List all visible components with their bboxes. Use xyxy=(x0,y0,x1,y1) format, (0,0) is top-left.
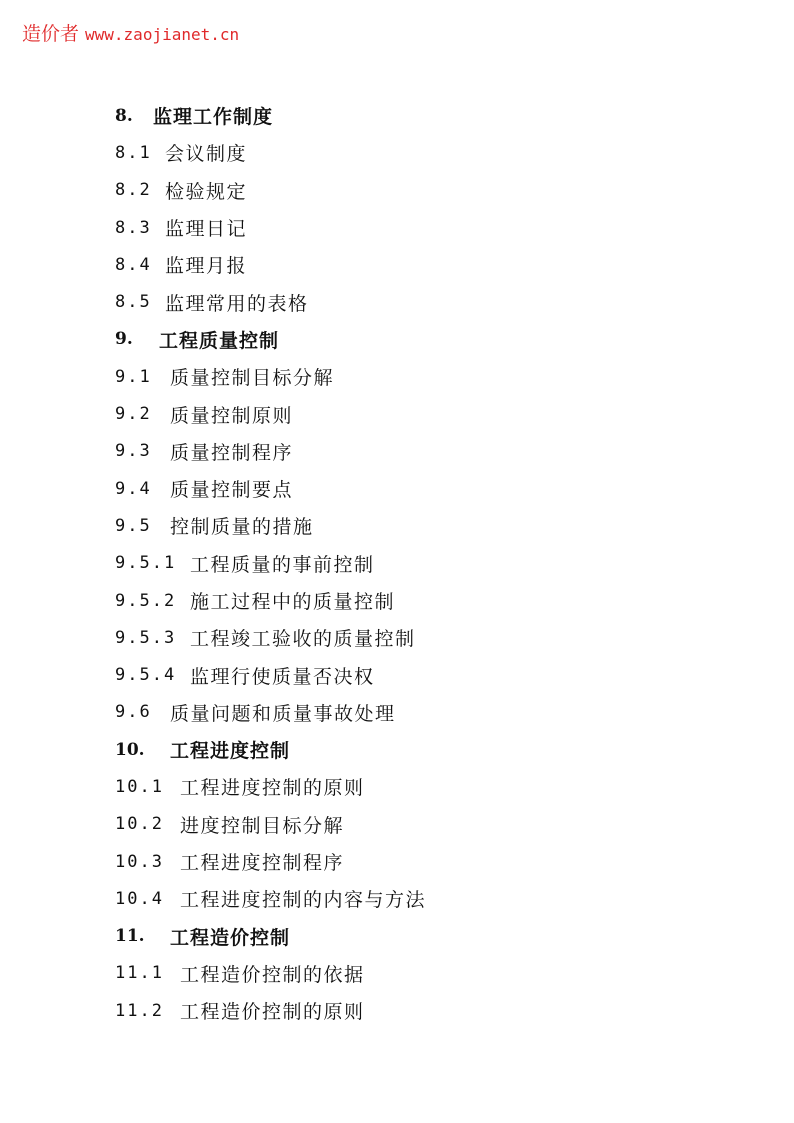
toc-title: 监理日记 xyxy=(165,218,248,241)
toc-title: 质量控制目标分解 xyxy=(170,367,335,390)
toc-number: 9.6 xyxy=(115,702,152,723)
toc-number: 10. xyxy=(115,739,145,760)
toc-title: 控制质量的措施 xyxy=(170,516,314,539)
toc-title: 质量控制要点 xyxy=(170,479,294,502)
toc-item xyxy=(115,358,755,395)
toc-number: 8.1 xyxy=(115,142,152,163)
toc-number: 9.5.1 xyxy=(115,553,177,574)
toc-title: 质量控制原则 xyxy=(170,404,294,427)
toc-item xyxy=(115,694,755,731)
toc-number: 9.4 xyxy=(115,478,152,499)
toc-item xyxy=(115,843,755,880)
toc-number: 9.5.4 xyxy=(115,665,177,686)
toc-title: 监理工作制度 xyxy=(153,106,274,129)
toc-title: 施工过程中的质量控制 xyxy=(190,591,396,613)
toc-item xyxy=(115,395,755,432)
toc-title: 工程造价控制的依据 xyxy=(180,963,365,986)
toc-title: 工程质量控制 xyxy=(159,329,280,352)
toc-title: 监理月报 xyxy=(165,255,248,278)
toc-item xyxy=(115,470,755,507)
toc-item xyxy=(115,507,755,544)
toc-title: 工程质量的事前控制 xyxy=(190,553,375,576)
toc-number: 8.3 xyxy=(115,217,152,238)
toc-title: 工程进度控制 xyxy=(170,740,291,763)
toc-item xyxy=(115,955,755,992)
toc-number: 9. xyxy=(115,329,133,350)
toc-subitem xyxy=(115,619,755,656)
toc-number: 11.1 xyxy=(115,963,164,984)
toc-title: 监理行使质量否决权 xyxy=(190,665,375,688)
toc-title: 工程造价控制 xyxy=(170,926,291,949)
toc-item xyxy=(115,992,755,1029)
toc-number: 8.5 xyxy=(115,292,152,313)
toc-number: 8.4 xyxy=(115,254,152,275)
toc-item xyxy=(115,172,755,209)
watermark-brand: 造价者 xyxy=(22,23,80,45)
toc-title: 工程进度控制的内容与方法 xyxy=(180,889,427,912)
toc-number: 10.3 xyxy=(115,851,164,872)
toc-title: 进度控制目标分解 xyxy=(180,814,345,837)
toc-item xyxy=(115,768,755,805)
toc-title: 检验规定 xyxy=(165,180,248,203)
toc-section-10 xyxy=(115,731,755,768)
toc-title: 会议制度 xyxy=(165,143,248,166)
toc-item xyxy=(115,209,755,246)
toc-title: 工程进度控制的原则 xyxy=(180,777,365,800)
toc-number: 11. xyxy=(115,926,145,947)
toc-number: 9.5.2 xyxy=(115,590,177,611)
toc-section-9 xyxy=(115,321,755,358)
toc-number: 11.2 xyxy=(115,1000,164,1021)
toc-section-8 xyxy=(115,97,755,134)
watermark xyxy=(22,22,239,47)
toc-number: 9.5.3 xyxy=(115,627,177,648)
watermark-url: www.zaojianet.cn xyxy=(85,25,240,44)
toc-title: 工程造价控制的原则 xyxy=(180,1001,365,1024)
toc-title: 工程进度控制程序 xyxy=(180,852,345,875)
toc-number: 10.2 xyxy=(115,814,164,835)
toc-section-11 xyxy=(115,918,755,955)
toc-number: 9.3 xyxy=(115,441,152,462)
toc-item xyxy=(115,880,755,917)
toc-number: 9.1 xyxy=(115,366,152,387)
toc-subitem xyxy=(115,656,755,693)
toc-item xyxy=(115,246,755,283)
toc-title: 质量问题和质量事故处理 xyxy=(170,702,396,725)
toc-title: 质量控制程序 xyxy=(170,441,294,464)
toc-item xyxy=(115,134,755,171)
toc-number: 10.1 xyxy=(115,776,164,797)
toc-item xyxy=(115,433,755,470)
toc-subitem xyxy=(115,582,755,619)
toc-item xyxy=(115,283,755,320)
toc-number: 8.2 xyxy=(115,180,152,201)
toc-title: 监理常用的表格 xyxy=(165,292,309,315)
toc-number: 10.4 xyxy=(115,888,164,909)
toc-number: 9.5 xyxy=(115,515,152,536)
table-of-contents xyxy=(115,97,755,1029)
toc-title: 工程竣工验收的质量控制 xyxy=(190,628,416,651)
toc-number: 9.2 xyxy=(115,404,152,425)
toc-number: 8. xyxy=(115,105,133,126)
toc-item xyxy=(115,806,755,843)
toc-subitem xyxy=(115,545,755,582)
